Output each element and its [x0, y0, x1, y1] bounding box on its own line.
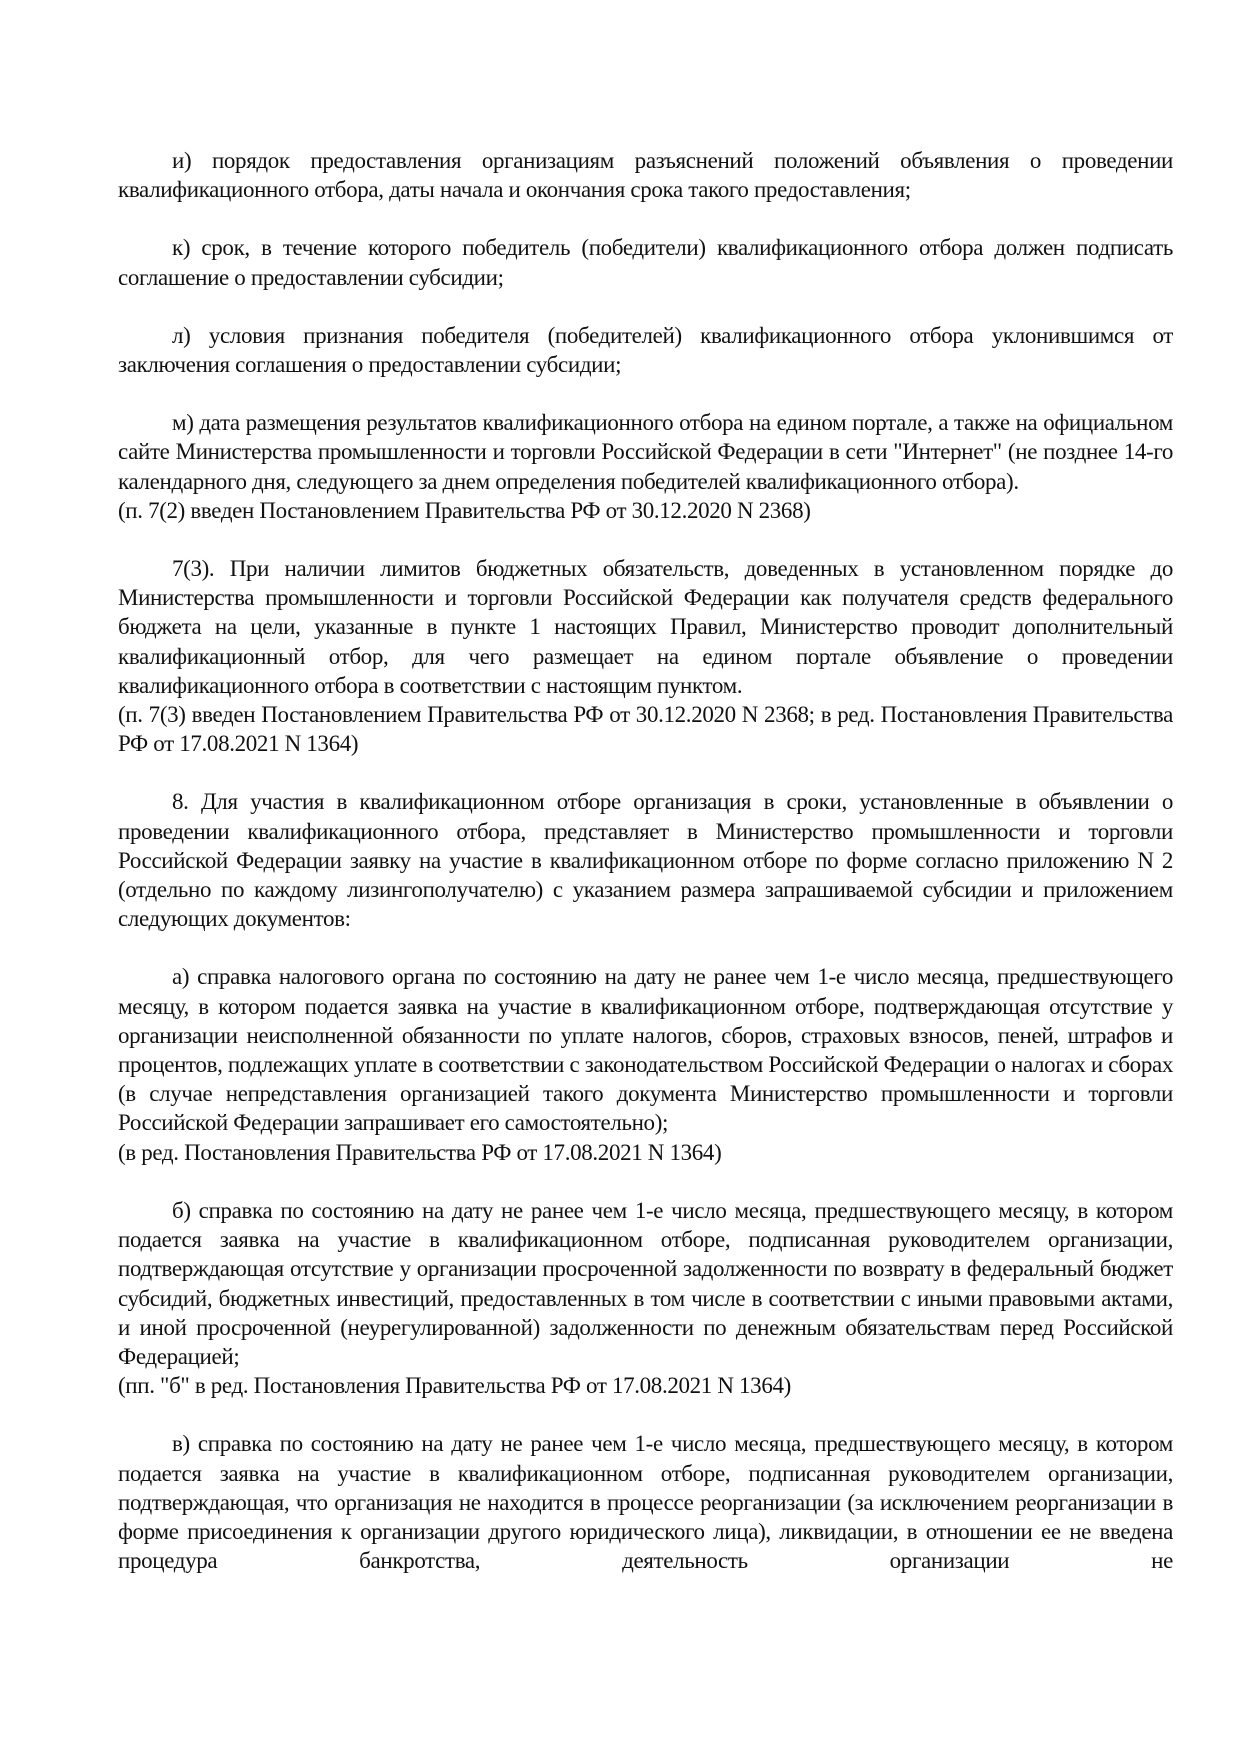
paragraph-gap: [118, 525, 1173, 554]
paragraph-item-v: в) справка по состоянию на дату не ранее чем 1-е число месяца, предшествующего месяцу, в котором подается заявка на участие в квалификационном отборе, подписанная руководителем организации, подтверждающая, что организация не находится в процессе реорганизации (за исключением реорганизации в форме присоединения к организации другого юридического лица), ликвидации, в отношении ее не введена процедура банкротства, деятельность организации не: [118, 1431, 1173, 1574]
paragraph-gap: [118, 1400, 1173, 1429]
document-page: [118, 146, 1173, 1575]
amendment-note: (пп. "б" в ред. Постановления Правительства РФ от 17.08.2021 N 1364): [118, 1373, 791, 1399]
paragraph-item-m: м) дата размещения результатов квалификационного отбора на едином портале, а также на официальном сайте Министерства промышленности и торговли Российской Федерации в сети "Интернет" (не позднее 14-го календарного дня, следующего за днем определения победителей квалификационного отбора).: [118, 410, 1173, 494]
paragraph-item-l: л) условия признания победителя (победителей) квалификационного отбора уклонившимся от заключения соглашения о предоставлении субсидии;: [118, 322, 1173, 378]
paragraph-gap: [118, 1167, 1173, 1196]
amendment-note: (п. 7(2) введен Постановлением Правительства РФ от 30.12.2020 N 2368): [118, 497, 811, 523]
paragraph-item-a: а) справка налогового органа по состоянию на дату не ранее чем 1-е число месяца, предшествующего месяцу, в котором подается заявка на участие в квалификационном отборе, подтверждающая отсутствие у организации неисполненной обязанности по уплате налогов, сборов, страховых взносов, пеней, штрафов и процентов, подлежащих уплате в соответствии с законодательством Российской Федерации о налогах и сборах (в случае непредставления организацией такого документа Министерство промышленности и торговли Российской Федерации запрашивает его самостоятельно);: [118, 964, 1173, 1136]
paragraph-gap: [118, 379, 1173, 408]
paragraph-gap: [118, 758, 1173, 787]
amendment-note: (п. 7(3) введен Постановлением Правительства РФ от 30.12.2020 N 2368; в ред. Постановления Правительства РФ от 17.08.2021 N 1364): [118, 702, 1173, 757]
paragraph-gap: [118, 292, 1173, 321]
paragraph-item-k: к) срок, в течение которого победитель (победители) квалификационного отбора должен подписать соглашение о предоставлении субсидии;: [118, 235, 1173, 290]
paragraph-7-3: 7(3). При наличии лимитов бюджетных обязательств, доведенных в установленном порядке до Министерства промышленности и торговли Российской Федерации как получателя средств федерального бюджета на цели, указанные в пункте 1 настоящих Правил, Министерство проводит дополнительный квалификационный отбор, для чего размещает на едином портале объявление о проведении квалификационного отбора в соответствии с настоящим пунктом.: [118, 556, 1173, 698]
paragraph-8: 8. Для участия в квалификационном отборе организация в сроки, установленные в объявлении о проведении квалификационного отбора, представляет в Министерство промышленности и торговли Российской Федерации заявку на участие в квалификационном отборе по форме согласно приложению N 2 (отдельно по каждому лизингополучателю) с указанием размера запрашиваемой субсидии и приложением следующих документов:: [118, 789, 1173, 932]
paragraph-item-i: и) порядок предоставления организациям разъяснений положений объявления о проведении квалификационного отбора, даты начала и окончания срока такого предоставления;: [118, 148, 1173, 203]
paragraph-gap: [118, 933, 1173, 962]
paragraph-gap: [118, 204, 1173, 233]
amendment-note: (в ред. Постановления Правительства РФ от 17.08.2021 N 1364): [118, 1139, 722, 1165]
paragraph-item-b: б) справка по состоянию на дату не ранее чем 1-е число месяца, предшествующего месяцу, в котором подается заявка на участие в квалификационном отборе, подписанная руководителем организации, подтверждающая отсутствие у организации просроченной задолженности по возврату в федеральный бюджет субсидий, бюджетных инвестиций, предоставленных в том числе в соответствии с иными правовыми актами, и иной просроченной (неурегулированной) задолженности по денежным обязательствам перед Российской Федерацией;: [118, 1197, 1173, 1369]
